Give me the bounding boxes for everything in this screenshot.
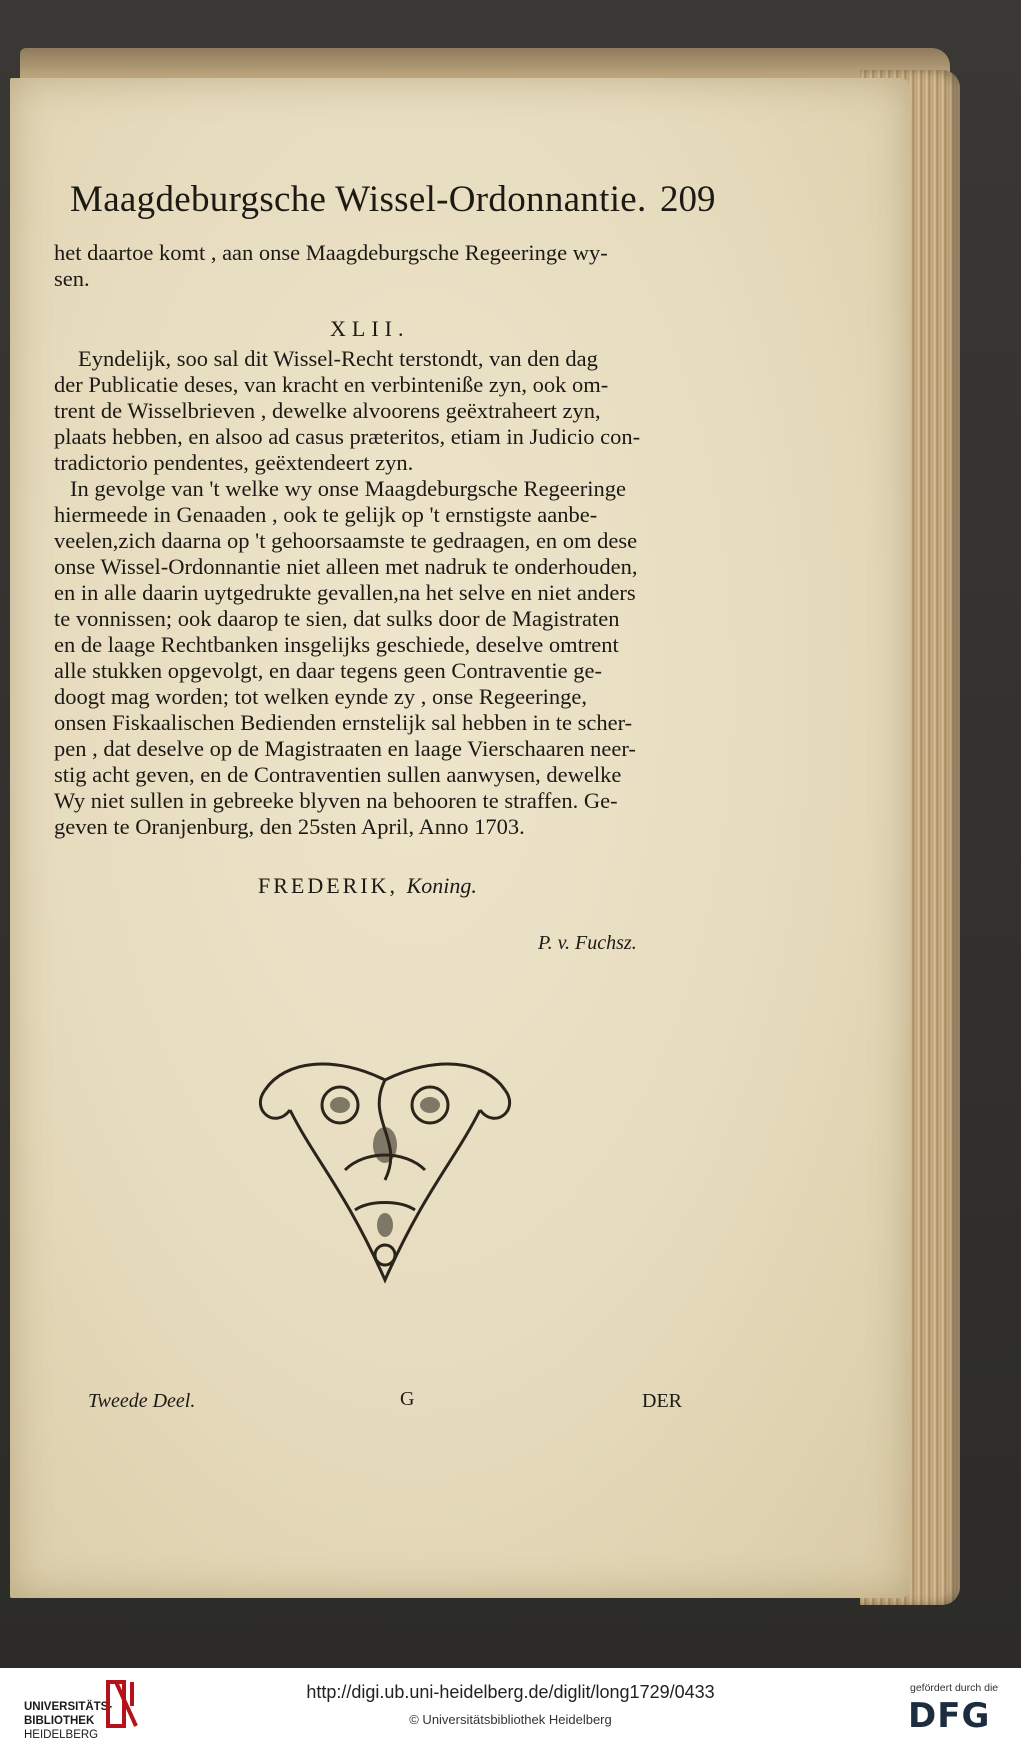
dfg-logo[interactable]: DFG [908, 1696, 991, 1736]
text-line: sen. [54, 266, 90, 291]
text-line: veelen,zich daarna op 't gehoorsaamste te gedraagen, en om dese [54, 528, 638, 553]
permalink [0, 1682, 1021, 1703]
dfg-caption: gefördert durch die [910, 1682, 999, 1694]
section-heading: XLII. [330, 316, 410, 341]
page-number: 209 [660, 179, 716, 220]
text-line: het daartoe komt , aan onse Maagdeburgsche Regeeringe wy- [54, 240, 608, 265]
signature-king-title: Koning. [406, 873, 477, 898]
footer-bar [0, 1668, 1021, 1743]
running-title: Maagdeburgsche Wissel-Ordonnantie. [70, 179, 647, 220]
text-line: doogt mag worden; tot welken eynde zy , onse Regeeringe, [54, 684, 587, 709]
text-line: hiermeede in Genaaden , ook te gelijk op 't ernstigste aanbe- [54, 502, 598, 527]
text-line: pen , dat deselve op de Magistraaten en laage Vierschaaren neer- [54, 736, 636, 761]
text-line: alle stukken opgevolgt, en daar tegens geen Contraventie ge- [54, 658, 602, 683]
permalink-link[interactable]: http://digi.ub.uni-heidelberg.de/diglit/long1729/0433 [306, 1682, 715, 1702]
catchword-volume: Tweede Deel. [88, 1390, 196, 1412]
text-line: Eyndelijk, soo sal dit Wissel-Recht terstondt, van den dag [78, 346, 598, 371]
logo-line: BIBLIOTHEK [24, 1715, 95, 1727]
text-line: geven te Oranjenburg, den 25sten April, Anno 1703. [54, 814, 525, 839]
text-line: stig acht geven, en de Contraventien sullen aanwysen, dewelke [54, 762, 622, 787]
signature-secretary: P. v. Fuchsz. [538, 932, 637, 954]
logo-line: UNIVERSITÄTS- [24, 1701, 113, 1713]
text-line: en de laage Rechtbanken insgelijks geschiede, deselve omtrent [54, 632, 619, 657]
signature-mark: G [400, 1388, 415, 1410]
text-line: tradictorio pendentes, geëxtendeert zyn. [54, 450, 414, 475]
text-line: onse Wissel-Ordonnantie niet alleen met nadruk te onderhouden, [54, 554, 638, 579]
logo-line: HEIDELBERG [24, 1729, 99, 1741]
text-line: In gevolge van 't welke wy onse Maagdeburgsche Regeeringe [70, 476, 626, 501]
text-line: te vonnissen; ook daarop te sien, dat sulks door de Magistraten [54, 606, 620, 631]
text-line: Wy niet sullen in gebreeke blyven na behooren te straffen. Ge- [54, 788, 618, 813]
text-line: trent de Wisselbrieven , dewelke alvoorens geëxtraheert zyn, [54, 398, 601, 423]
text-line: der Publicatie deses, van kracht en verbinteniße zyn, ook om- [54, 372, 609, 397]
catchword-next: DER [642, 1390, 682, 1412]
text-line: en in alle daarin uytgedrukte gevallen,na het selve en niet anders [54, 580, 636, 605]
printers-ornament-icon [245, 1050, 525, 1290]
copyright-notice: © Universitätsbibliothek Heidelberg [409, 1712, 612, 1727]
text-line: onsen Fiskaalischen Bedienden ernstelijk sal hebben in te scher- [54, 710, 633, 735]
text-line: plaats hebben, en alsoo ad casus præteritos, etiam in Judicio con- [54, 424, 641, 449]
signature-king-name: FREDERIK, [258, 873, 399, 898]
signature-king [258, 873, 477, 899]
